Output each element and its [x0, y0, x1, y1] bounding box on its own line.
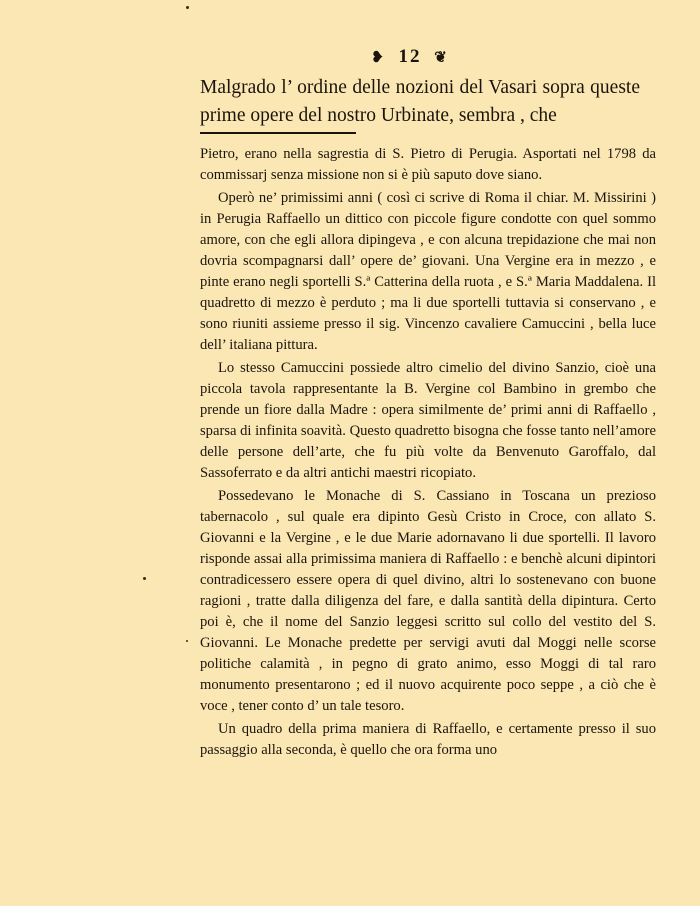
paper-speck	[186, 640, 188, 642]
footnote-divider	[200, 132, 356, 134]
footnote-paragraph: Un quadro della prima maniera di Raffaello, e certamente presso il suo passaggio alla seconda, è quello che ora forma uno	[200, 721, 656, 758]
footnote-paragraph: Possedevano le Monache di S. Cassiano in Toscana un prezioso tabernacolo , sul quale era dipinto Gesù Cristo in Croce, con allato S. Giovanni e la Vergine , e le due Marie adornavano li due sportelli. Il lavoro risponde assai alla primissima maniera di Raffaello : e benchè alcuni dipintori contradicessero essere opera di quel divino, altri lo sostenevano con buone ragioni , tratte dalla diligenza del fare, e dalla santità della dipintura. Certo poi è, che il nome del Sanzio leggesi scritto sul collo del vestito del S. Giovanni. Le Monache predette per servigi avuti dal Moggi nelle scorse politiche calamità , in pegno di grato animo, esso Moggi di tal raro monumento presentarono ; ed il nuovo acquirente poco seppe , a ciò che è voce , tener conto d’ un tale tesoro.	[200, 488, 656, 714]
page-number: 12	[398, 46, 422, 67]
main-text: Malgrado l’ ordine delle nozioni del Vasari sopra queste prime opere del nostro Urbinate, sembra , che	[200, 77, 640, 126]
footnote-paragraph: Pietro, erano nella sagrestia di S. Pietro di Perugia. Asportati nel 1798 da commissarj senza missione non si è più saputo dove siano.	[200, 146, 656, 183]
footnote-paragraph: Lo stesso Camuccini possiede altro cimelio del divino Sanzio, cioè una piccola tavola rappresentante la B. Vergine col Bambino in grembo che prende un fiore dalla Madre : opera similmente de’ primi anni di Raffaello , sparsa di infinita soavità. Questo quadretto bisogna che fosse tanto nell’amore delle persone dell’arte, che fu più volte da Benvenuto Garoffalo, dal Sassoferrato e da altri antichi maestri ricopiato.	[200, 360, 656, 481]
paper-speck	[186, 6, 189, 9]
footnote-block	[200, 144, 656, 763]
left-ornament-icon: ❥	[371, 50, 386, 66]
footnote-paragraph: Operò ne’ primissimi anni ( così ci scrive di Roma il chiar. M. Missirini ) in Perugia Raffaello un dittico con piccole figure condotte con quel sommo amore, con che egli allora dipingeva , e con alcuna trepidazione che mai non dovria scompagnarsi dall’ opere de’ giovani. Una Vergine era in mezzo , e pinte erano negli sportelli S.ª Catterina della ruota , e S.ª Maria Maddalena. Il quadretto di mezzo è perduto ; ma li due sportelli tuttavia si conservano , e sono riuniti assieme presso il sig. Vincenzo cavaliere Camuccini , bella luce dell’ italiana pittura.	[200, 190, 656, 353]
paper-speck	[143, 577, 146, 580]
right-ornament-icon: ❦	[434, 50, 449, 66]
page-header	[0, 46, 700, 68]
